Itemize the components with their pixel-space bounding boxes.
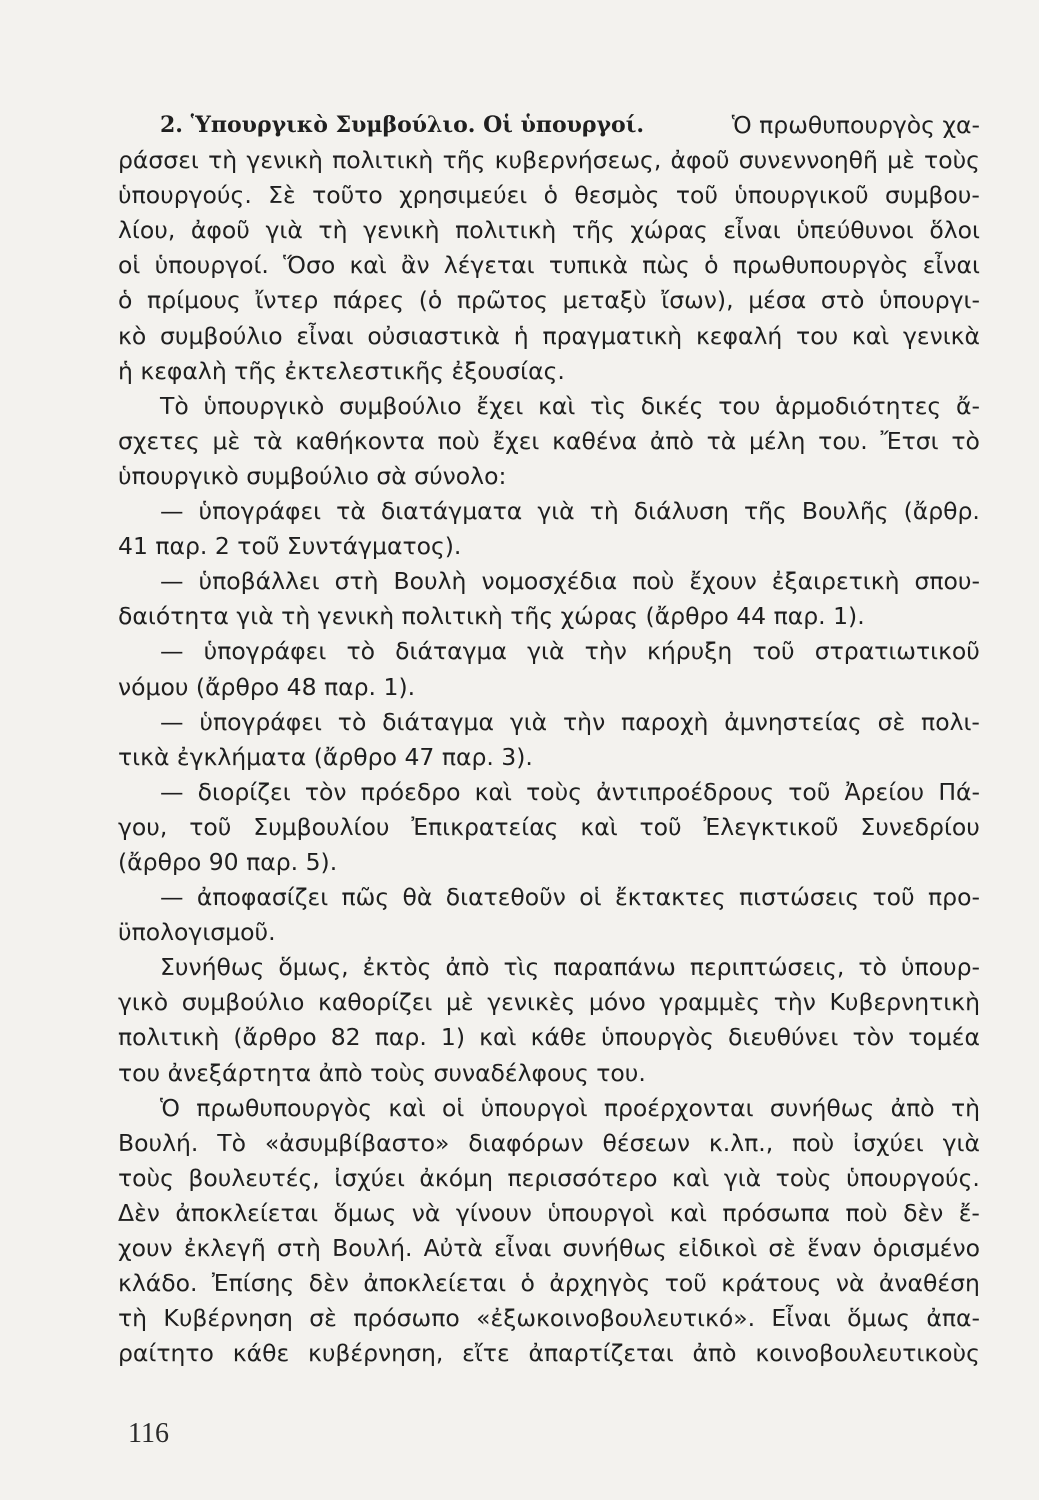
word: σὲ	[768, 1234, 796, 1262]
word: κοινοβουλευτικοὺς	[755, 1339, 980, 1368]
word: εἶναι	[922, 251, 980, 280]
word: γιὰ	[942, 1128, 980, 1157]
word: σπου-	[914, 567, 980, 596]
word: συμβούλιο	[159, 321, 283, 350]
word: ράσσει	[118, 146, 199, 175]
word: γραμμὲς	[659, 988, 761, 1017]
word: γιὰ	[527, 637, 565, 666]
word: στρατιωτικοῦ	[814, 637, 980, 666]
word: δὲν	[308, 1269, 349, 1298]
word: γενικὲς	[487, 988, 576, 1017]
word: ἂν	[400, 251, 430, 280]
text-line: τικὰ ἐγκλήματα (ἄρθρο 47 παρ. 3).	[118, 742, 533, 771]
word: ἀποκλείεται	[175, 1198, 319, 1227]
word: καὶ	[580, 812, 618, 841]
word: τῆς	[743, 497, 787, 526]
word: τὰ	[336, 497, 366, 526]
word: παροχὴ	[621, 707, 709, 736]
word: μὲ	[887, 146, 915, 175]
word: μέσα	[748, 286, 807, 315]
word: ὑποβάλλει	[198, 567, 320, 596]
word: γιὰ	[537, 497, 575, 526]
word: Δὲν	[118, 1198, 160, 1227]
word: διάταγμα	[382, 707, 494, 736]
word: κάθε	[232, 1339, 290, 1368]
word: ὁ	[520, 1269, 535, 1298]
word: συνήθως	[562, 1234, 667, 1262]
word: Βουλή.	[332, 1234, 413, 1262]
word: γιὰ	[723, 1163, 762, 1192]
word: οὐσιαστικὰ	[367, 321, 501, 350]
word: εἰδικοὶ	[677, 1234, 758, 1262]
text-line	[118, 108, 980, 143]
word: ἁρμοδιότητες	[775, 391, 942, 420]
word: τοῦ	[664, 1269, 707, 1298]
word: διευθύνει	[727, 1023, 839, 1052]
word: ἔχουν	[689, 567, 757, 596]
word: καὶ	[669, 1198, 707, 1227]
text-line	[118, 143, 980, 178]
word: ἕναν	[807, 1234, 862, 1262]
word: πιστώσεις	[739, 883, 860, 912]
word: γικὸ	[118, 988, 169, 1017]
word: Βουλὴ	[393, 567, 467, 596]
word: εἴτε	[462, 1339, 510, 1368]
word: προέρχονται	[603, 1093, 754, 1122]
word: πολιτικὴ	[332, 146, 434, 175]
word: ὑπουργούς.	[118, 181, 252, 210]
word: κυβέρνηση,	[307, 1339, 444, 1368]
word: παραπάνω	[553, 953, 676, 982]
word: τὸ	[346, 637, 375, 666]
word: Ἔτσι	[880, 426, 939, 455]
word: τὴ	[318, 216, 348, 245]
word: τὴ	[950, 1093, 980, 1122]
word: ποὺ	[792, 1128, 835, 1157]
word: τὴ	[208, 146, 238, 175]
word: ἔ-	[958, 1198, 980, 1227]
text-line	[118, 389, 980, 424]
text-line	[118, 1336, 980, 1371]
word: διάταγμα	[395, 637, 507, 666]
word: καὶ	[388, 1093, 426, 1122]
word: οἱ	[118, 251, 141, 280]
word: διορίζει	[197, 777, 291, 806]
word: γιὰ	[509, 707, 548, 736]
word: —	[160, 567, 184, 596]
word: κὸ	[118, 321, 147, 350]
word: κ.λπ.,	[708, 1128, 774, 1157]
word: Ὁ	[160, 1093, 180, 1122]
word: —	[160, 707, 184, 736]
word: τοῦ	[639, 812, 682, 841]
word: ὑπουργοὶ	[480, 1093, 588, 1122]
word: ἀπαρτίζεται	[528, 1339, 674, 1368]
word: διατεθοῦν	[445, 883, 566, 912]
word: πρωθυπουργὸς	[196, 1093, 373, 1122]
word: Σὲ	[268, 181, 296, 210]
word: Ἀρείου	[844, 777, 925, 806]
word: Βουλή.	[118, 1128, 199, 1157]
word: ἀποφασίζει	[196, 883, 329, 912]
list-item	[118, 775, 980, 810]
word: νὰ	[835, 1269, 865, 1298]
word: του.	[818, 426, 868, 455]
word: τοῦ	[752, 637, 795, 666]
word: καὶ	[349, 251, 387, 280]
word: ποὺ	[437, 426, 480, 455]
word: ὑπουργοί.	[154, 251, 269, 280]
word: ἐξαιρετικὴ	[771, 567, 900, 596]
list-item	[118, 634, 980, 669]
word: ἀπὸ	[692, 1339, 737, 1368]
word: κεφαλή	[695, 321, 783, 350]
word: τῆς	[442, 146, 486, 175]
word: συμβου-	[884, 181, 980, 210]
word: τὸ	[951, 426, 980, 455]
word: ὅμως	[333, 1198, 397, 1227]
word: πρόσωπα	[722, 1198, 831, 1227]
word: ὑπεύθυνοι	[796, 216, 914, 245]
word: ὁρισμένο	[872, 1234, 980, 1262]
word: ἀποκλείεται	[363, 1269, 507, 1298]
word: τοῦ	[675, 181, 718, 210]
word: τὸ	[858, 953, 887, 982]
text-line	[118, 1126, 980, 1161]
word: —	[160, 497, 184, 526]
word: χουν	[118, 1234, 173, 1262]
word: διαφόρων	[468, 1128, 584, 1157]
word: μεταξὺ	[562, 286, 647, 315]
word: καθένα	[552, 426, 638, 455]
word: Συνεδρίου	[860, 812, 980, 841]
word: ἐκλεγῆ	[183, 1234, 266, 1262]
word: θὰ	[402, 883, 433, 912]
word: ἀπὸ	[649, 426, 694, 455]
word: κήρυξη	[647, 637, 733, 666]
word: τοὺς	[118, 1163, 174, 1192]
word: καὶ	[479, 1023, 517, 1052]
word: κράτους	[721, 1269, 822, 1298]
word: Πά-	[938, 777, 980, 806]
word: κλάδο.	[118, 1269, 198, 1298]
word: ἀπα-	[926, 1304, 980, 1333]
word: τὸν	[304, 777, 347, 806]
word: σχετες	[118, 426, 200, 455]
text-line	[118, 178, 980, 213]
word: ἰσχύει	[853, 1128, 924, 1157]
text-line: ὑπουργικὸ συμβούλιο σὰ σύνολο:	[118, 461, 507, 490]
word: ὑπουργὸς	[601, 1023, 714, 1052]
word: Ὅσο	[283, 251, 336, 280]
list-item	[118, 494, 980, 529]
word: πάρες	[332, 286, 405, 315]
word: ἀμνηστείας	[724, 707, 862, 736]
text-line: του ἀνεξάρτητα ἀπὸ τοὺς συναδέλφους του.	[118, 1058, 646, 1087]
word: γενικὴ	[246, 146, 323, 175]
word: ραίτητο	[118, 1339, 214, 1368]
word: (ἄρθρ.	[903, 497, 980, 526]
word: τυπικὰ	[548, 251, 629, 280]
word: κάθε	[530, 1023, 588, 1052]
list-item	[118, 880, 980, 915]
word: πρωθυπουργὸς	[732, 251, 909, 280]
word: τοὺς	[775, 1163, 832, 1192]
text-line-content: Ὁ πρωθυπουργὸς χα-	[731, 111, 980, 139]
text-line	[118, 1161, 980, 1196]
word: Συνήθως	[160, 953, 265, 982]
word: εἶναι	[296, 321, 354, 350]
body-text	[118, 108, 980, 1371]
word: ὑπουργι-	[879, 286, 980, 315]
word: Αὐτὰ	[423, 1234, 483, 1262]
section-heading: 2. Ὑπουργικὸ Συμβούλιο. Οἱ ὑπουργοί.	[160, 112, 645, 138]
word: τοὺς	[526, 777, 582, 806]
word: Ἐπικρατείας	[411, 812, 559, 841]
word: οἱ	[579, 883, 602, 912]
word: τοῦ	[872, 883, 915, 912]
text-line: νόμου (ἄρθρο 48 παρ. 1).	[118, 672, 416, 701]
word: λέγεται	[443, 251, 535, 280]
word: μὲ	[212, 426, 241, 455]
word: Εἶναι	[771, 1304, 831, 1333]
word: ὑπουρ-	[900, 953, 980, 982]
word: του	[718, 391, 761, 420]
word: ὑπογράφει	[203, 637, 327, 666]
word: πρίμους	[147, 286, 241, 315]
word: τὴν	[773, 988, 816, 1017]
word: νομοσχέδια	[481, 567, 618, 596]
word: πραγματικὴ	[542, 321, 683, 350]
word: τομέα	[908, 1023, 980, 1052]
word: Ἐλεγκτικοῦ	[703, 812, 839, 841]
word: ποὺ	[632, 567, 675, 596]
word: καὶ	[474, 777, 512, 806]
word: συνεννοηθῆ	[738, 146, 878, 175]
word: ποὺ	[845, 1198, 888, 1227]
word: —	[160, 777, 184, 806]
word: ἡ	[513, 321, 529, 350]
text-line	[118, 1231, 980, 1266]
word: διατάγματα	[380, 497, 523, 526]
word: ὅμως,	[278, 953, 349, 982]
word: —	[160, 883, 184, 912]
word: τοῦτο	[312, 181, 383, 210]
word: θέσεων	[602, 1128, 691, 1157]
word: πὼς	[642, 251, 690, 280]
word: ὑπουργούς.	[846, 1163, 980, 1192]
word: τὸ	[337, 707, 367, 736]
text-line	[118, 1301, 980, 1336]
word: ὑπουργοὶ	[547, 1198, 655, 1227]
text-line: 41 παρ. 2 τοῦ Συντάγματος).	[118, 532, 462, 561]
word: ἔκτακτες	[614, 883, 726, 912]
word: τοὺς	[924, 146, 980, 175]
word: συνήθως	[769, 1093, 875, 1122]
word: προ-	[928, 883, 980, 912]
word: γου,	[118, 812, 168, 841]
word: δικές	[640, 391, 704, 420]
word: τὶς	[590, 391, 627, 420]
text-line	[118, 319, 980, 354]
word: ὁ	[543, 181, 558, 210]
word: μόνο	[588, 988, 646, 1017]
word: —	[160, 637, 184, 666]
word: καθήκοντα	[295, 426, 425, 455]
word: ἀπὸ	[445, 953, 490, 982]
word: τὴν	[584, 637, 627, 666]
word: ἀναθέση	[878, 1269, 980, 1298]
word: ἴσων),	[661, 286, 734, 315]
list-item	[118, 705, 980, 740]
word: γιὰ	[265, 216, 303, 245]
list-item	[118, 564, 980, 599]
word: πολι-	[921, 707, 980, 736]
word: Τὸ	[217, 1128, 246, 1157]
word: ἄ-	[955, 391, 980, 420]
word: πρῶτος	[456, 286, 548, 315]
word: ὑπογράφει	[198, 497, 322, 526]
word: του	[796, 321, 839, 350]
word: πρόεδρο	[360, 777, 461, 806]
word: νὰ	[411, 1198, 441, 1227]
text-line	[118, 248, 980, 283]
word: καθορίζει	[317, 988, 433, 1017]
word: τῆς	[571, 216, 615, 245]
word: «ἐξωκοινοβουλευτικό».	[476, 1304, 756, 1333]
word: (ἄρθρο	[233, 1023, 317, 1052]
text-line	[118, 950, 980, 985]
text-line	[118, 213, 980, 248]
word: τὶς	[503, 953, 540, 982]
word: καὶ	[672, 1163, 710, 1192]
word: ἐκτὸς	[362, 953, 432, 982]
word: στὴ	[276, 1234, 321, 1262]
word: 1)	[440, 1023, 466, 1052]
word: στὴ	[334, 567, 379, 596]
word: πῶς	[341, 883, 390, 912]
text-line: δαιότητα γιὰ τὴ γενικὴ πολιτικὴ τῆς χώρας (ἄρθρο 44 παρ. 1).	[118, 602, 865, 631]
word: διάλυση	[633, 497, 729, 526]
word: Τὸ	[160, 391, 189, 420]
word: πολιτικὴ	[455, 216, 557, 245]
word: εἶναι	[723, 216, 781, 245]
text-line	[118, 1091, 980, 1126]
word: δὲν	[903, 1198, 944, 1227]
text-line	[118, 1196, 980, 1231]
word: σὲ	[877, 707, 906, 736]
word: οἱ	[442, 1093, 465, 1122]
word: ἀπὸ	[890, 1093, 935, 1122]
word: Ἐπίσης	[211, 1269, 295, 1298]
word: τὰ	[706, 426, 737, 455]
word: ὁ	[704, 251, 719, 280]
text-line	[118, 283, 980, 318]
word: βουλευτές,	[188, 1163, 320, 1192]
word: γίνουν	[455, 1198, 532, 1227]
text-line	[118, 424, 980, 459]
word: ὁ	[118, 286, 133, 315]
text-line	[118, 985, 980, 1020]
text-line: ἡ κεφαλὴ τῆς ἐκτελεστικῆς ἐξουσίας.	[118, 356, 565, 385]
word: θεσμὸς	[574, 181, 660, 210]
word: γενικὴ	[363, 216, 440, 245]
word: πρόσωπο	[353, 1304, 460, 1333]
word: συμβούλιο	[338, 391, 462, 420]
word: ἰσχύει	[334, 1163, 405, 1192]
text-line: ϋπολογισμοῦ.	[118, 918, 276, 947]
word: ἔχει	[476, 391, 524, 420]
word: (ὁ	[418, 286, 443, 315]
word: ἔχει	[492, 426, 540, 455]
text-line	[118, 1266, 980, 1301]
word: «ἀσυμβίβαστο»	[264, 1128, 450, 1157]
word: τοῦ	[788, 777, 831, 806]
word: γενικὰ	[902, 321, 980, 350]
word: στὸ	[820, 286, 865, 315]
word: συμβούλιο	[181, 988, 305, 1017]
word: περισσότερο	[507, 1163, 658, 1192]
text-line	[118, 810, 980, 845]
word: Κυβέρνηση	[163, 1304, 293, 1333]
word: περιπτώσεις,	[689, 953, 845, 982]
word: ὅλοι	[929, 216, 980, 245]
word: ἴντερ	[255, 286, 319, 315]
word: ὑπουργικὸ	[203, 391, 325, 420]
word: ἀφοῦ	[670, 146, 730, 175]
word: τὸν	[852, 1023, 895, 1052]
word: τοῦ	[189, 812, 232, 841]
word: τὰ	[252, 426, 283, 455]
word: καὶ	[538, 391, 576, 420]
word: ὑπογράφει	[199, 707, 322, 736]
word: ἀφοῦ	[190, 216, 250, 245]
word: παρ.	[374, 1023, 427, 1052]
word: τὴ	[589, 497, 619, 526]
word: 82	[330, 1023, 361, 1052]
word: ἀρχηγὸς	[549, 1269, 651, 1298]
word: τὴν	[563, 707, 606, 736]
text-line	[118, 1020, 980, 1055]
page-number: 116	[128, 1418, 169, 1449]
word: ὑπουργικοῦ	[734, 181, 869, 210]
word: λίου,	[118, 216, 176, 245]
word: τὴ	[118, 1304, 148, 1333]
word: χρησιμεύει	[399, 181, 528, 210]
word: ἀκόμη	[419, 1163, 493, 1192]
word: Συμβουλίου	[253, 812, 390, 841]
word: ὅμως	[847, 1304, 910, 1333]
word: πολιτικὴ	[118, 1023, 220, 1052]
word: χώρας	[630, 216, 708, 245]
word: μέλη	[748, 426, 806, 455]
word: μὲ	[445, 988, 474, 1017]
word: καὶ	[851, 321, 890, 350]
word: Κυβερνητικὴ	[829, 988, 980, 1017]
word: Βουλῆς	[801, 497, 889, 526]
text-line: (ἄρθρο 90 παρ. 5).	[118, 847, 338, 876]
word: ἀντιπροέδρους	[596, 777, 775, 806]
word: εἶναι	[494, 1234, 552, 1262]
word: σὲ	[309, 1304, 337, 1333]
word: κυβερνήσεως,	[494, 146, 662, 175]
